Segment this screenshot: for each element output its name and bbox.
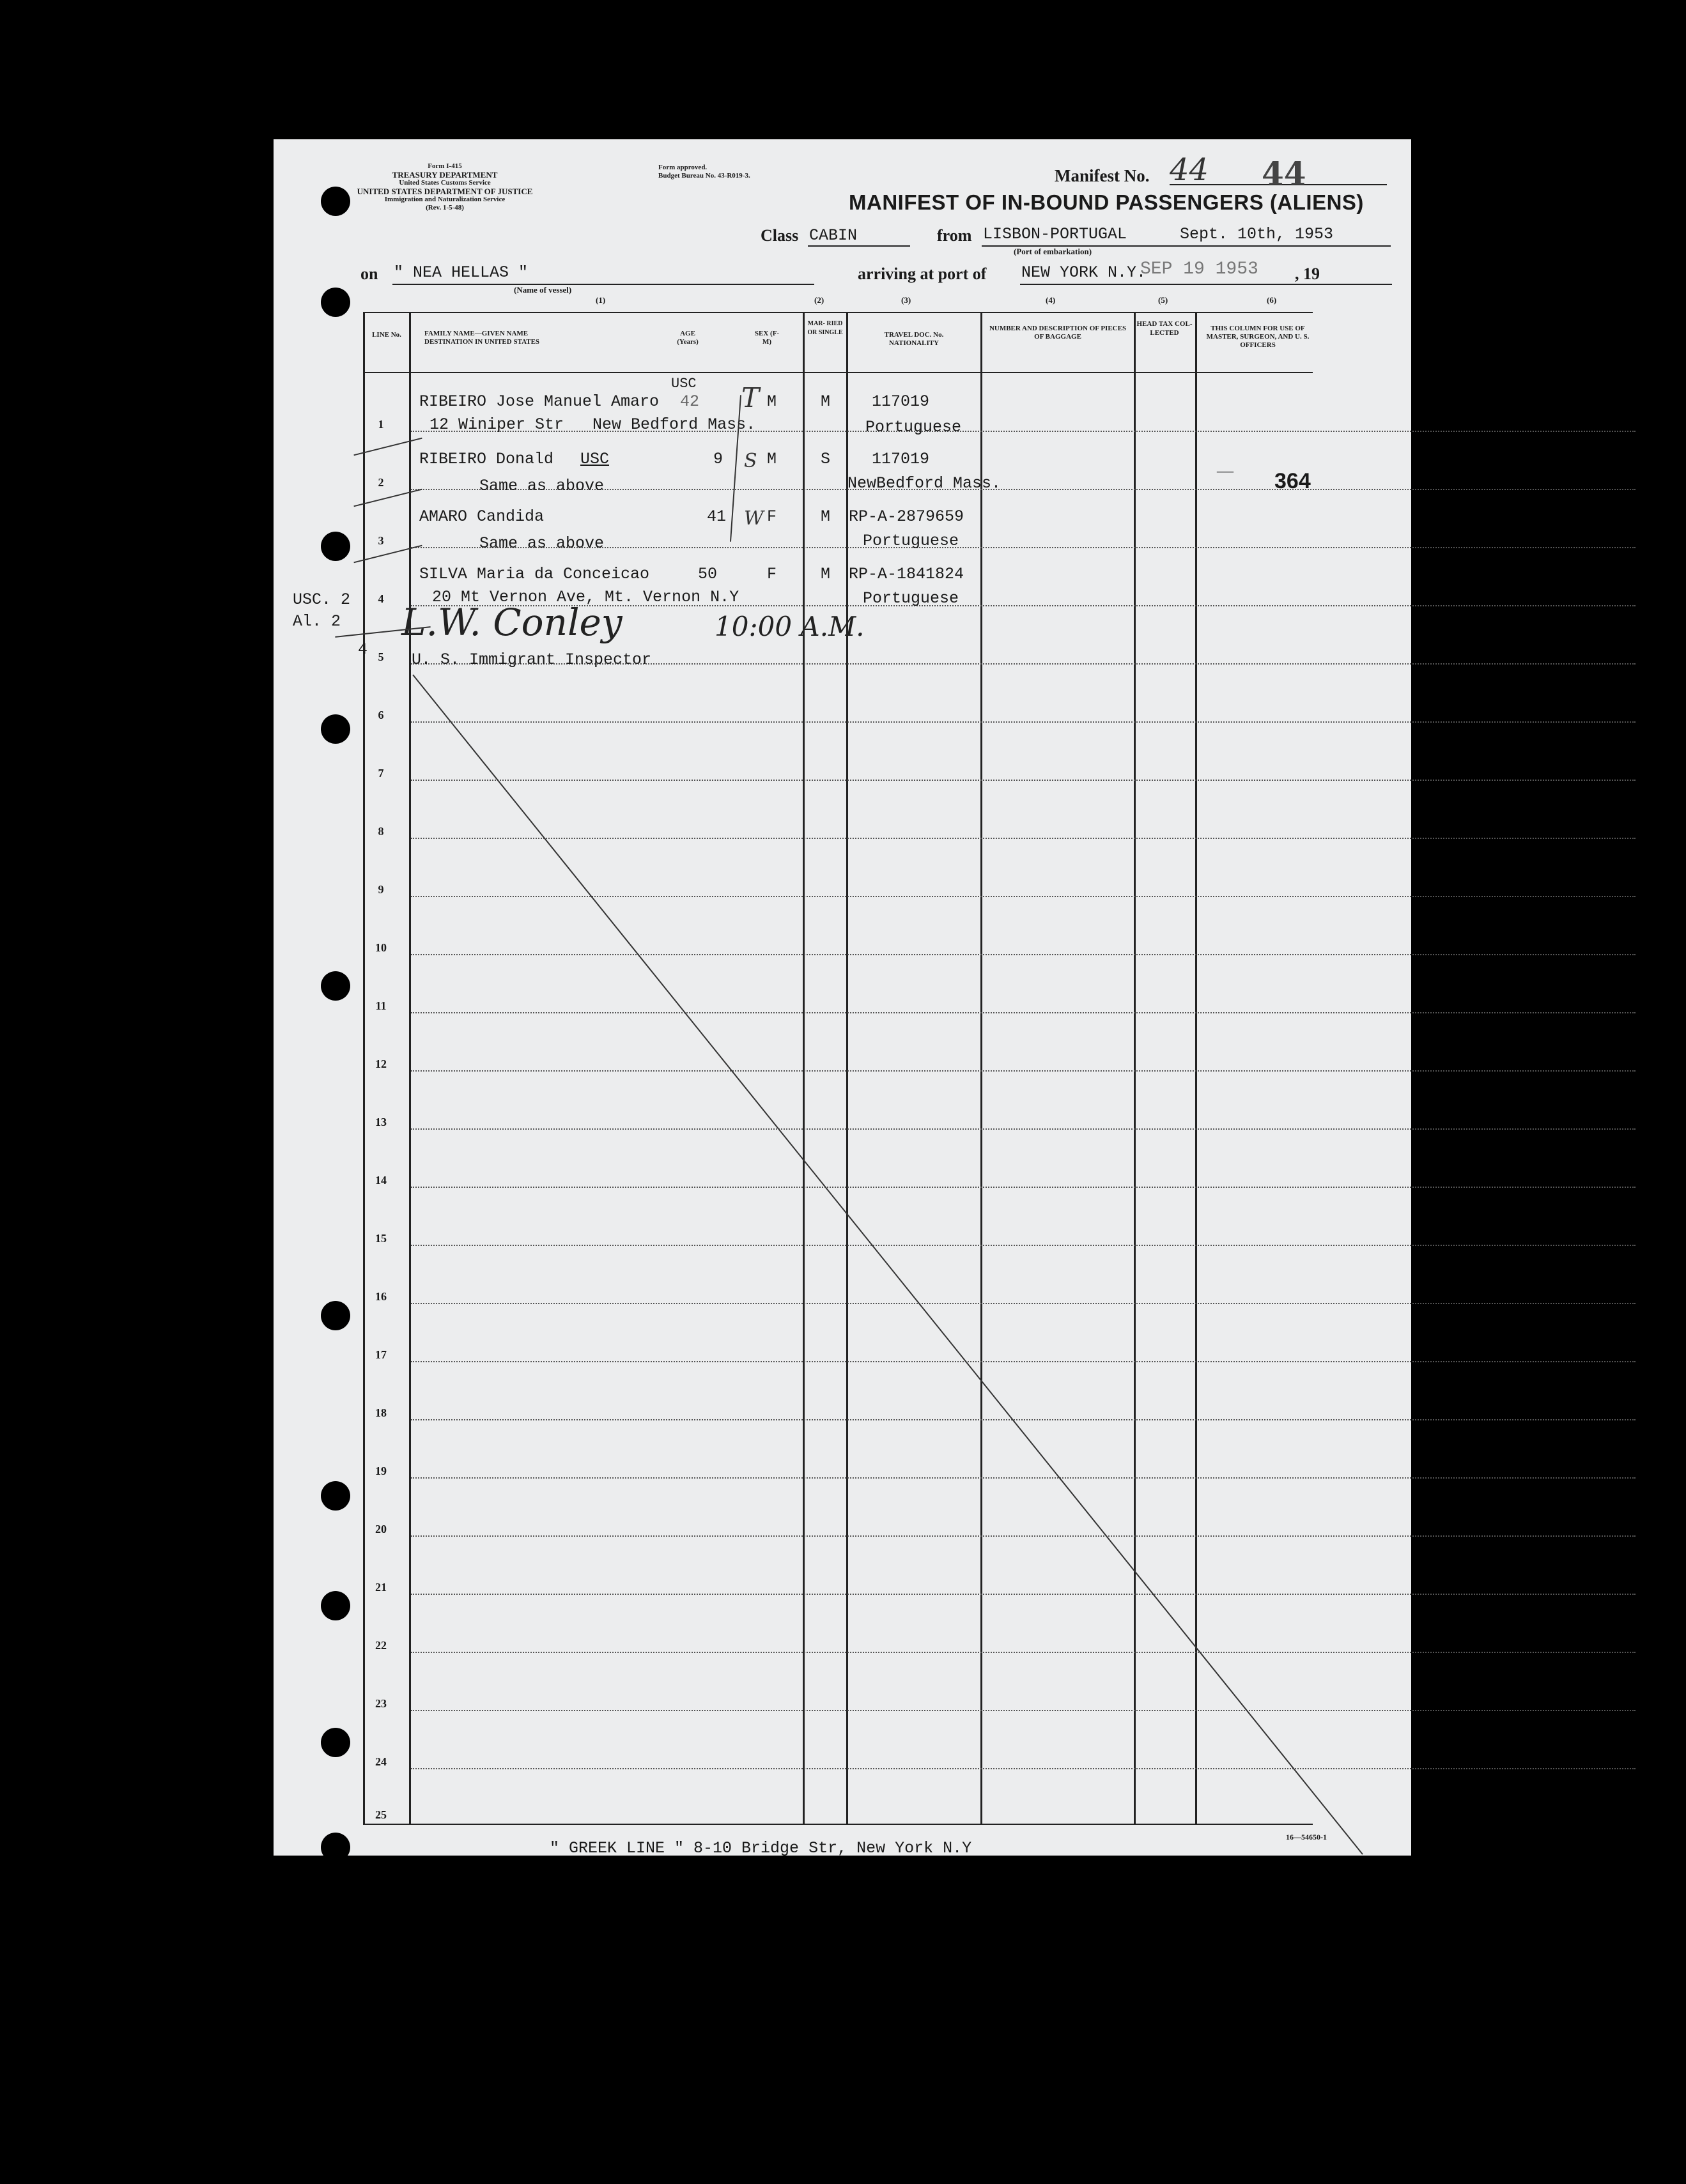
header-line-no: LINE No. xyxy=(372,331,401,339)
customs-service: United States Customs Service xyxy=(399,179,491,187)
passenger-age: 42 xyxy=(680,392,700,411)
passenger-sex: F xyxy=(767,565,777,583)
passenger-status: USC xyxy=(580,450,610,468)
margin-al-count: Al. 2 xyxy=(293,612,341,631)
line-number: 8 xyxy=(378,825,384,838)
line-number: 23 xyxy=(375,1697,387,1710)
col-num-4: (4) xyxy=(1046,295,1056,305)
age-mark: S xyxy=(744,450,757,472)
line-number: 24 xyxy=(375,1755,387,1768)
passenger-destination: 12 Winiper Str New Bedford Mass. xyxy=(429,415,756,434)
header-travel-doc-no: TRAVEL DOC. No. xyxy=(884,331,944,339)
vessel-caption: (Name of vessel) xyxy=(514,285,572,295)
passenger-doc: 117019 xyxy=(872,450,930,468)
header-head-tax: HEAD TAX COL- LECTED xyxy=(1136,320,1193,337)
header-officers: THIS COLUMN FOR USE OF MASTER, SURGEON, AND U. S. OFFICERS xyxy=(1206,325,1310,349)
inspector-title: U. S. Immigrant Inspector xyxy=(412,650,652,669)
manifest-title: MANIFEST OF IN-BOUND PASSENGERS (ALIENS) xyxy=(849,190,1364,214)
line-number: 6 xyxy=(378,709,384,721)
officer-dash: — xyxy=(1217,461,1234,480)
port-embarkation-caption: (Port of embarkation) xyxy=(1014,247,1092,256)
line-number: 25 xyxy=(375,1808,387,1821)
line-number: 5 xyxy=(378,650,384,663)
passenger-marital: M xyxy=(821,392,831,411)
line-number: 4 xyxy=(378,592,384,605)
line-number: 20 xyxy=(375,1523,387,1535)
col-num-3: (3) xyxy=(901,295,911,305)
manifest-page xyxy=(274,139,1411,1856)
passenger-sex: M xyxy=(767,450,777,468)
passenger-name: RIBEIRO Donald xyxy=(419,450,554,468)
col-num-2: (2) xyxy=(814,295,824,305)
col-num-5: (5) xyxy=(1158,295,1168,305)
passenger-age: 41 xyxy=(707,507,727,526)
arriving-label: arriving at port of xyxy=(858,265,987,283)
budget-bureau: Budget Bureau No. 43-R019-3. xyxy=(658,172,750,180)
arrival-date-stamp: SEP 19 1953 xyxy=(1140,259,1258,279)
line-number: 11 xyxy=(375,999,387,1012)
cancellation-line xyxy=(274,139,1411,1856)
passenger-nationality: Portuguese xyxy=(863,532,959,550)
footer-agent: " GREEK LINE " 8-10 Bridge Str, New York N.Y xyxy=(550,1839,972,1857)
passenger-name: SILVA Maria da Conceicao xyxy=(419,565,650,583)
line-number: 18 xyxy=(375,1406,387,1419)
passenger-marital: M xyxy=(821,565,831,583)
passenger-doc: 117019 xyxy=(872,392,930,411)
manifest-label: Manifest No. xyxy=(1055,166,1150,185)
line-number: 7 xyxy=(378,767,384,780)
revision: (Rev. 1-5-48) xyxy=(426,204,464,211)
arrival-port: NEW YORK N.Y. xyxy=(1021,263,1147,282)
vessel-value: " NEA HELLAS " xyxy=(394,263,529,282)
footer-code: 16—54650-1 xyxy=(1286,1833,1327,1842)
col-num-1: (1) xyxy=(596,295,606,305)
class-label: Class xyxy=(761,226,799,245)
inspection-time: 10:00 A.M. xyxy=(715,611,865,642)
passenger-doc: RP-A-1841824 xyxy=(849,565,964,583)
officer-count: 364 xyxy=(1274,469,1311,493)
line-number: 22 xyxy=(375,1639,387,1652)
line-number: 3 xyxy=(378,534,384,547)
passenger-nationality: NewBedford Mass. xyxy=(847,474,1002,493)
header-age: AGE (Years) xyxy=(677,330,699,346)
line-number: 16 xyxy=(375,1290,387,1303)
on-label: on xyxy=(360,265,378,283)
line-number: 17 xyxy=(375,1348,387,1361)
margin-total: 4 xyxy=(358,640,368,659)
age-mark: W xyxy=(744,507,764,530)
header-sex: SEX (F-M) xyxy=(754,330,780,346)
manifest-number-stamp: 44 xyxy=(1262,155,1306,192)
justice-dept: UNITED STATES DEPARTMENT OF JUSTICE xyxy=(357,187,533,196)
passenger-age: 50 xyxy=(698,565,718,583)
line-number: 12 xyxy=(375,1057,387,1070)
passenger-name: RIBEIRO Jose Manuel Amaro xyxy=(419,392,660,411)
header-family-name: FAMILY NAME—GIVEN NAME xyxy=(424,330,529,337)
year-suffix: , 19 xyxy=(1295,265,1320,283)
passenger-name: AMARO Candida xyxy=(419,507,545,526)
manifest-number-handwritten: 44 xyxy=(1170,152,1209,188)
passenger-destination: Same as above xyxy=(479,477,605,495)
passenger-age: 9 xyxy=(713,450,723,468)
passenger-marital: S xyxy=(821,450,831,468)
passenger-nationality: Portuguese xyxy=(865,418,962,436)
passenger-marital: M xyxy=(821,507,831,526)
line-number: 2 xyxy=(378,476,384,489)
line-number: 15 xyxy=(375,1232,387,1245)
form-approved: Form approved. xyxy=(658,164,708,171)
from-label: from xyxy=(937,226,972,245)
passenger-status: USC xyxy=(671,376,697,392)
header-married: MAR- RIED OR SINGLE xyxy=(807,320,843,336)
margin-usc-count: USC. 2 xyxy=(293,590,351,609)
treasury-dept: TREASURY DEPARTMENT xyxy=(392,170,498,180)
line-number: 13 xyxy=(375,1116,387,1128)
line-number: 21 xyxy=(375,1581,387,1594)
date-value: Sept. 10th, 1953 xyxy=(1180,225,1334,243)
line-number: 19 xyxy=(375,1465,387,1477)
from-value: LISBON-PORTUGAL xyxy=(983,225,1127,243)
passenger-sex: F xyxy=(767,507,777,526)
ins-service: Immigration and Naturalization Service xyxy=(384,196,506,203)
line-number: 1 xyxy=(378,418,384,431)
passenger-destination: Same as above xyxy=(479,534,605,553)
passenger-doc: RP-A-2879659 xyxy=(849,507,964,526)
passenger-destination: 20 Mt Vernon Ave, Mt. Vernon N.Y xyxy=(432,588,739,606)
class-value: CABIN xyxy=(809,226,858,245)
header-baggage: NUMBER AND DESCRIPTION OF PIECES OF BAGGAGE xyxy=(989,325,1127,341)
col-num-6: (6) xyxy=(1267,295,1277,305)
header-destination: DESTINATION IN UNITED STATES xyxy=(424,338,540,346)
age-mark: T xyxy=(741,382,760,413)
passenger-nationality: Portuguese xyxy=(863,589,959,608)
line-number: 9 xyxy=(378,883,384,896)
passenger-sex: M xyxy=(767,392,777,411)
form-number: Form I-415 xyxy=(428,162,462,170)
line-number: 14 xyxy=(375,1174,387,1187)
inspector-signature: L.W. Conley xyxy=(401,601,623,644)
header-nationality: NATIONALITY xyxy=(888,339,940,347)
line-number: 10 xyxy=(375,941,387,954)
